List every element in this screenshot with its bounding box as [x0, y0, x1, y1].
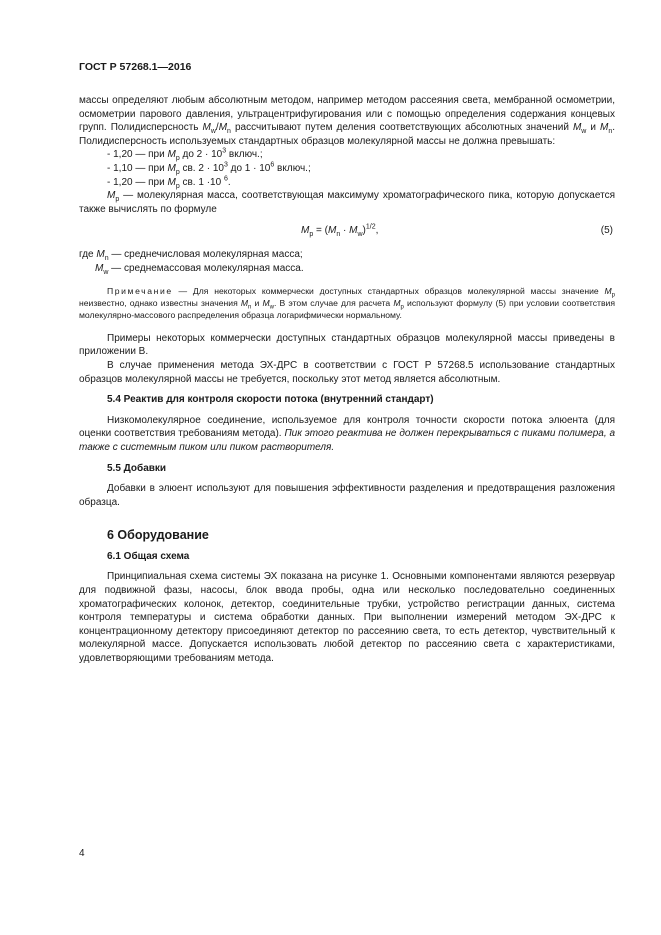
section-6-title: 6 Оборудование — [107, 528, 209, 543]
where-line-mn: где $M_n$ — среднечисловая молекулярная масса; — [79, 249, 303, 263]
section-5-5-text: Добавки в элюент используют для повышения эффективности разделения и предотвращения разложения образца. — [79, 483, 615, 508]
ecds-paragraph: В случае применения метода ЭХ-ДРС в соответствии с ГОСТ Р 57268.5 использование стандартных образцов молекулярной массы не требуется, поскольку этот метод является абсолютным. — [79, 359, 615, 385]
page-number: 4 — [79, 848, 85, 859]
document-body — [79, 94, 615, 666]
section-5-4-title: 5.4 Реактив для контроля скорости потока (внутренний стандарт) — [107, 394, 434, 406]
list-item: - 1,10 — при $M_p$ св. $2 \cdot 10^3$ до $1 \cdot 10^6$ включ.; — [107, 161, 311, 176]
document-code: ГОСТ Р 57268.1—2016 — [79, 61, 192, 73]
note-label: Примечание — [107, 285, 173, 296]
section-6-1-text: Принципиальная схема системы ЭХ показана на рисунке 1. Основными компонентами являются резервуар для подвижной фазы, насосы, блок ввода пробы, одна или несколько последовательно соединенных хроматографических колонок, детектор, соединительные трубки, устройство регистрации данных, система контроля температуры и система обработки данных. При выполнении измерений методом ЭХ-ДРС к концентрационному детектору присоединяют детектор по рассеянию света, то есть детектор, чувствительный к молекулярной массе. Допускается использовать любой детектор по рассеянию света с характеристиками, удовлетворяющими требованиям метода. — [79, 571, 615, 665]
formula-number: (5) — [600, 225, 613, 237]
list-item: - 1,20 — при $M_p$ до $2 \cdot 10^3$ включ.; — [107, 148, 263, 163]
formula-5 — [79, 222, 615, 242]
section-5-5-title: 5.5 Добавки — [107, 462, 167, 474]
section-6-1-title: 6.1 Общая схема — [107, 550, 190, 562]
examples-paragraph: Примеры некоторых коммерчески доступных стандартных образцов молекулярной массы приведены в приложении В. — [79, 332, 615, 358]
section-5-4-text: Низкомолекулярное соединение, используемое для контроля точности скорости потока элюента (для оценки соответствия требованиям метода). Пик этого реактива не должен перекрываться с пиками полимера, а также с системным пиком или пиком растворителя. — [79, 414, 615, 453]
intro-paragraph: массы определяют любым абсолютным методом, например методом рассеяния света, мембранной осмометрии, осмометрии парового давления, ультрацентрифугирования или с помощью определения содержания концевых групп. Полидисперсность $M_w/M_n$ рассчитывают путем деления соответствующих абсолютных значений $M_w$ и $M_n$. Полидисперсность используемых стандартных образцов молекулярной массы не должна превышать: — [79, 95, 615, 147]
list-item: - 1,20 — при $M_p$ св. 1 ·10 $^6$. — [107, 175, 231, 190]
where-line-mw: $M_w$ — среднемассовая молекулярная масса. — [95, 262, 304, 276]
mp-definition: $M_p$ — молекулярная масса, соответствующая максимуму хроматографического пика, которую допускается также вычислять по формуле — [79, 190, 615, 215]
formula-expression: $M_p = (M_n \cdot M_w)^{1/2}$, — [301, 224, 379, 239]
note-paragraph: Примечание — Для некоторых коммерчески доступных стандартных образцов молекулярной массы значение $M_p$ неизвестно, однако известны значения $M_n$ и $M_w$. В этом случае для расчета $M_p$ используют формулу (5) при условии соответствия молекулярно-массового распределения образца логарифмически нормальному. — [79, 285, 615, 321]
